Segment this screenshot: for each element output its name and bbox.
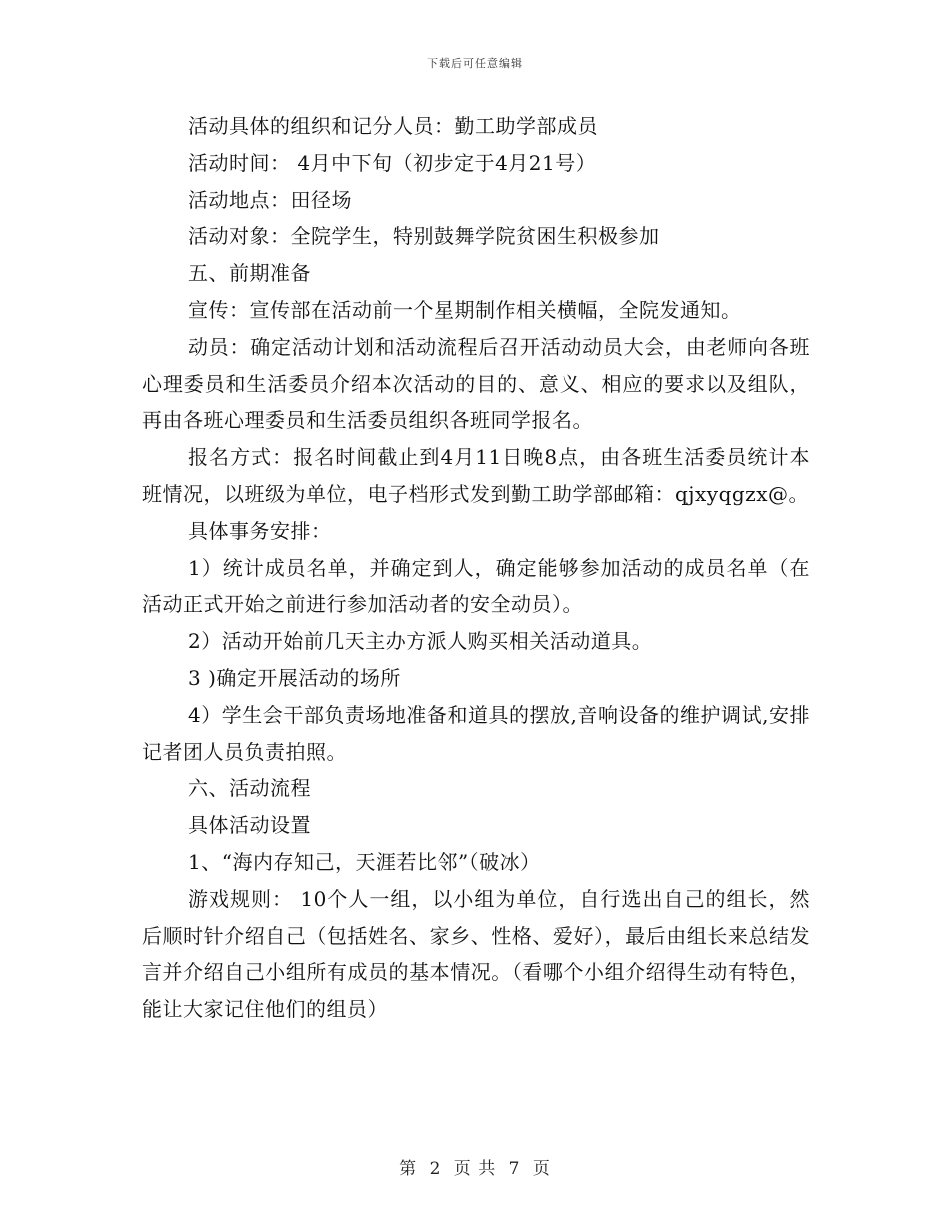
paragraph-organizers: 活动具体的组织和记分人员：勤工助学部成员 <box>188 114 598 138</box>
footer-middle: 页 共 <box>453 1159 497 1179</box>
paragraph-registration: 报名方式：报名时间截止到4月11日晚8点，由各班生活委员统计本班情况，以班级为单位，电子档形式发到勤工助学部邮箱：qjxyqgzx@。 <box>142 445 810 506</box>
paragraph-location: 活动地点：田径场 <box>188 187 352 212</box>
footer-total-pages: 7 <box>508 1159 521 1179</box>
section-heading-process: 六、活动流程 <box>188 776 311 801</box>
paragraph-game-rules: 游戏规则： 10个人一组，以小组为单位，自行选出自己的组长，然后顺时针介绍自己（包括姓名、家乡、性格、爱好），最后由组长来总结发言并介绍自己小组所有成员的基本情况。（看哪个小组介绍得生动有特色，能让大家记住他们的组员） <box>142 886 810 1022</box>
activity-title-1: 1、“海内存知己，天涯若比邻”（破冰） <box>188 849 541 874</box>
section-heading-preparation: 五、前期准备 <box>188 261 311 286</box>
paragraph-activity-settings: 具体活动设置 <box>188 813 311 838</box>
paragraph-time: 活动时间： 4月中下旬（初步定于4月21号） <box>188 150 597 175</box>
page-footer <box>0 1154 950 1179</box>
document-body <box>142 108 810 1028</box>
list-item-2: 2）活动开始前几天主办方派人购买相关活动道具。 <box>188 629 653 654</box>
page-header: 下载后可任意编辑 <box>427 57 523 70</box>
paragraph-participants: 活动对象：全院学生，特别鼓舞学院贫困生积极参加 <box>188 224 660 249</box>
paragraph-publicity: 宣传：宣传部在活动前一个星期制作相关横幅，全院发通知。 <box>188 297 742 322</box>
list-item-3: 3 )确定开展活动的场所 <box>188 665 401 690</box>
footer-prefix: 第 <box>399 1159 418 1179</box>
list-item-4: 4）学生会干部负责场地准备和道具的摆放,音响设备的维护调试,安排记者团人员负责拍照。 <box>142 702 810 764</box>
footer-suffix: 页 <box>532 1159 551 1179</box>
paragraph-mobilization: 动员：确定活动计划和活动流程后召开活动动员大会，由老师向各班心理委员和生活委员介绍本次活动的目的、意义、相应的要求以及组队，再由各班心理委员和生活委员组织各班同学报名。 <box>142 334 810 433</box>
paragraph-arrangements-heading: 具体事务安排： <box>188 518 332 543</box>
footer-current-page: 2 <box>429 1159 442 1179</box>
list-item-1: 1）统计成员名单，并确定到人，确定能够参加活动的成员名单（在活动正式开始之前进行参加活动者的安全动员）。 <box>142 555 810 617</box>
